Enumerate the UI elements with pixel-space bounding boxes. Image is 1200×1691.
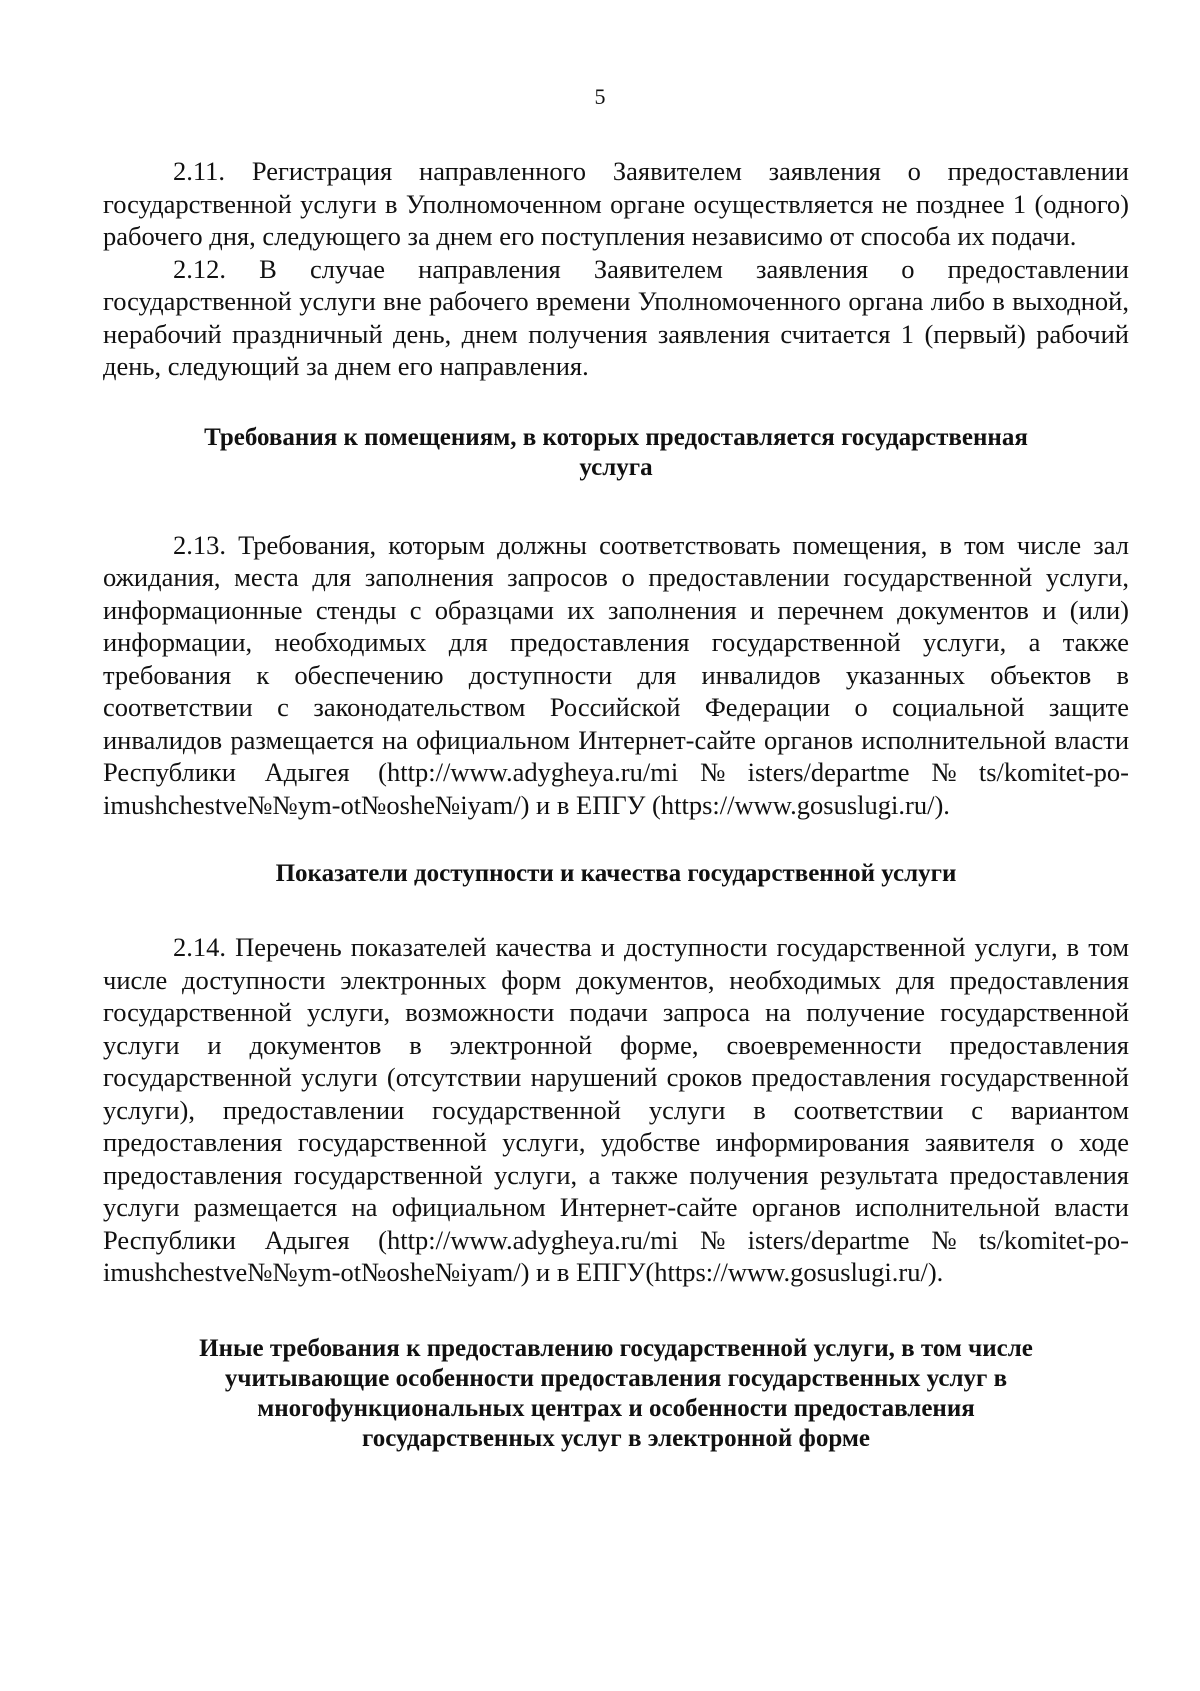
paragraph-2-12: 2.12. В случае направления Заявителем заявления о предоставлении государственной услуги вне рабочего времени Уполномоченного органа либо в выходной, нерабочий праздничный день, днем получения заявления считается 1 (первый) рабочий день, следующий за днем его направления. [103, 253, 1129, 381]
heading-other-line-4: государственных услуг в электронной форме [361, 1424, 870, 1452]
document-body [103, 155, 1129, 1454]
heading-other-line-3: многофункциональных центрах и особенности предоставления [257, 1394, 975, 1422]
heading-other-line-2: учитывающие особенности предоставления государственных услуг в [224, 1364, 1008, 1392]
paragraph-2-13: 2.13. Требования, которым должны соответствовать помещения, в том числе зал ожидания, места для заполнения запросов о предоставлении государственной услуги, информационные стенды с образцами их заполнения и перечнем документов и (или) информации, необходимых для предоставления государственной услуги, а также требования к обеспечению доступности для инвалидов указанных объектов в соответствии с законодательством Российской Федерации о социальной защите инвалидов размещается на официальном Интернет-сайте органов исполнительной власти Республики Адыгея (http://www.adygheya.ru/mi№isters/departme№ts/komitet-po-imushchestve№№ym-ot№oshe№iyam/) и в ЕПГУ (https://www.gosuslugi.ru/). [103, 529, 1129, 820]
paragraph-2-14: 2.14. Перечень показателей качества и доступности государственной услуги, в том числе доступности электронных форм документов, необходимых для предоставления государственной услуги, возможности подачи запроса на получение государственной услуги и документов в электронной форме, своевременности предоставления государственной услуги (отсутствии нарушений сроков предоставления государственной услуги), предоставлении государственной услуги в соответствии с вариантом предоставления государственной услуги, удобстве информирования заявителя о ходе предоставления государственной услуги, а также получения результата предоставления услуги размещается на официальном Интернет-сайте органов исполнительной власти Республики Адыгея (http://www.adygheya.ru/mi№isters/departme№ts/komitet-po-imushchestve№№ym-ot№oshe№iyam/) и в ЕПГУ(https://www.gosuslugi.ru/). [103, 932, 1129, 1287]
page-number: 5 [594, 84, 606, 109]
heading-other-line-1: Иные требования к предоставлению государственной услуги, в том числе [199, 1334, 1033, 1362]
paragraph-2-11: 2.11. Регистрация направленного Заявителем заявления о предоставлении государственной услуги в Уполномоченном органе осуществляется не позднее 1 (одного) рабочего дня, следующего за днем его поступления независимо от способа их подачи. [103, 156, 1129, 251]
heading-premises-line-2: услуга [579, 453, 653, 481]
heading-quality-indicators: Показатели доступности и качества государственной услуги [275, 860, 957, 887]
heading-premises-line-1: Требования к помещениям, в которых предоставляется государственная [204, 423, 1028, 451]
heading-premises-requirements [103, 423, 1129, 483]
heading-other-requirements [103, 1334, 1129, 1454]
